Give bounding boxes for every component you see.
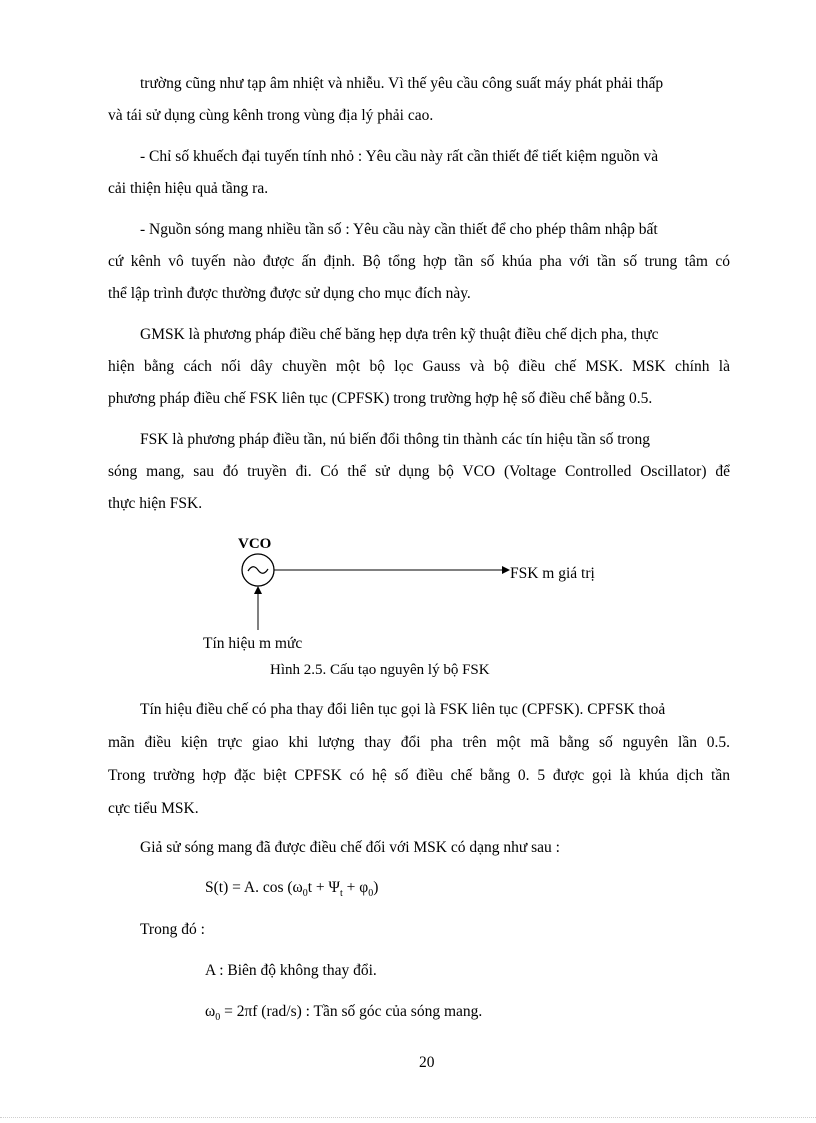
paragraph-line: cứ kênh vô tuyến nào được ấn định. Bộ tổng hợp tần số khúa pha với tần số trung tâm có <box>108 253 730 270</box>
formula-part: ω <box>292 879 303 896</box>
paragraph-line: thể lập trình được thường được sử dụng cho mục đích này. <box>108 285 471 302</box>
sine-wave-icon <box>248 567 268 574</box>
paragraph-line: cải thiện hiệu quả tầng ra. <box>108 180 269 197</box>
paragraph-line: và tái sử dụng cùng kênh trong vùng địa lý phải cao. <box>108 107 434 124</box>
fsk-output-label: FSK m giá trị <box>510 565 595 582</box>
input-arrow-icon <box>254 586 262 594</box>
paragraph-line: - Nguồn sóng mang nhiều tần số : Yêu cầu này cần thiết để cho phép thâm nhập bất <box>140 221 658 238</box>
paragraph-line: Tín hiệu điều chế có pha thay đổi liên tục gọi là FSK liên tục (CPFSK). CPFSK thoả <box>140 701 666 718</box>
formula-subscript: 0 <box>302 888 308 899</box>
output-arrow-icon <box>502 566 510 574</box>
formula-subscript: t <box>339 888 343 899</box>
formula-part: ω <box>205 1003 216 1020</box>
formula-subscript: 0 <box>368 888 374 899</box>
definition-text: = 2πf (rad/s) : Tần số góc của sóng mang. <box>220 1003 483 1020</box>
formula-part: S(t) = A. cos ( <box>205 879 293 896</box>
msk-formula <box>205 878 378 898</box>
paragraph-line: FSK là phương pháp điều tần, nú biến đổi thông tin thành các tín hiệu tần số trong <box>140 431 650 448</box>
page-number: 20 <box>419 1054 435 1071</box>
formula-part: Ψ <box>328 879 340 896</box>
formula-part: ) <box>373 879 379 896</box>
definition-omega <box>205 1002 482 1022</box>
paragraph-line: Giả sử sóng mang đã được điều chế đối với MSK có dạng như sau : <box>140 839 560 856</box>
paragraph-line: Trong trường hợp đặc biệt CPFSK có hệ số điều chế bằng 0. 5 được gọi là khúa dịch tần <box>108 767 730 784</box>
page-bottom-rule <box>0 1117 816 1118</box>
paragraph-line: phương pháp điều chế FSK liên tục (CPFSK) trong trường hợp hệ số điều chế bằng 0.5. <box>108 390 653 407</box>
paragraph-line: thực hiện FSK. <box>108 495 203 512</box>
paragraph-line: - Chỉ số khuếch đại tuyến tính nhỏ : Yêu cầu này rất cần thiết để tiết kiệm nguồn và <box>140 148 659 165</box>
paragraph-line: cực tiểu MSK. <box>108 800 199 817</box>
formula-part: φ <box>359 879 369 896</box>
input-signal-label: Tín hiệu m mức <box>203 635 303 652</box>
paragraph-line: hiện bằng cách nối dây chuyền một bộ lọc Gauss và bộ điều chế MSK. MSK chính là <box>108 358 730 375</box>
figure-caption: Hình 2.5. Cấu tạo nguyên lý bộ FSK <box>270 662 490 678</box>
where-label: Trong đó : <box>140 921 205 938</box>
vco-label: VCO <box>238 536 272 552</box>
definition-a: A : Biên độ không thay đổi. <box>205 962 377 979</box>
paragraph-line: GMSK là phương pháp điều chế băng hẹp dựa trên kỹ thuật điều chế dịch pha, thực <box>140 326 659 343</box>
paragraph-line: mãn điều kiện trực giao khi lượng thay đổi pha trên một mã bằng số nguyên lần 0.5. <box>108 734 730 751</box>
paragraph-line: sóng mang, sau đó truyền đi. Có thể sử dụng bộ VCO (Voltage Controlled Oscillator) để <box>108 463 730 480</box>
paragraph-line: trường cũng như tạp âm nhiệt và nhiễu. Vì thế yêu cầu công suất máy phát phải thấp <box>140 75 664 92</box>
formula-subscript: 0 <box>215 1012 221 1023</box>
formula-part: + <box>342 879 360 896</box>
formula-part: t + <box>307 879 329 896</box>
